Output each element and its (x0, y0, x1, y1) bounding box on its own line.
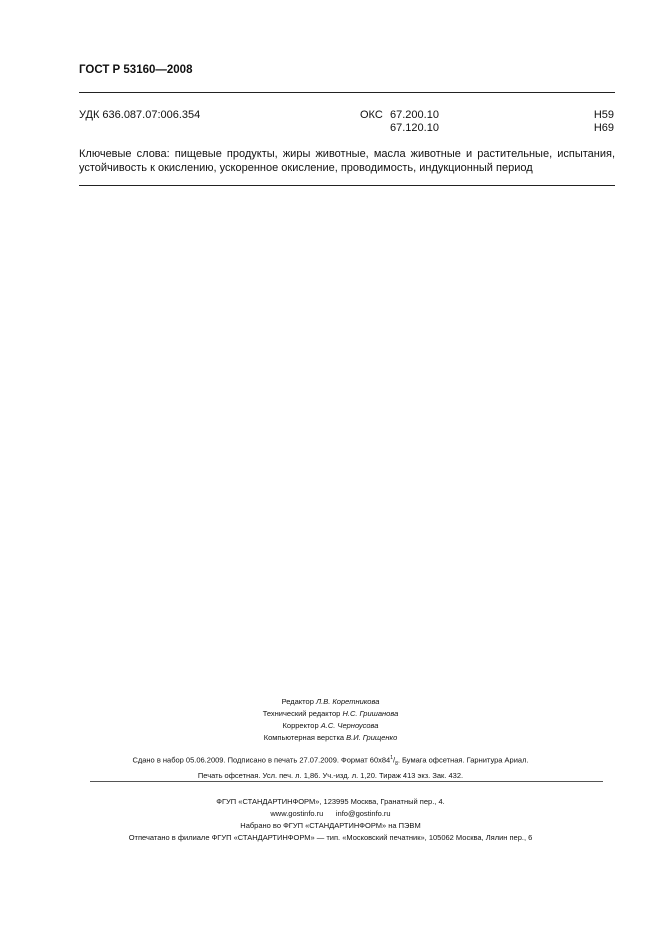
printed-note: Отпечатано в филиале ФГУП «СТАНДАРТИНФОРМ» — тип. «Московский печатник», 105062 Москва, Лялин пер., 6 (128, 833, 533, 842)
format-numerator: 1 (390, 755, 393, 761)
print-info-text: . Бумага офсетная. Гарнитура Ариал. (397, 755, 529, 765)
format-denominator: 8 (395, 761, 398, 767)
credit-role: Корректор (282, 721, 319, 730)
publisher-block (0, 796, 661, 844)
typeset-note: Набрано во ФГУП «СТАНДАРТИНФОРМ» на ПЭВМ (240, 821, 421, 830)
publisher-website: www.gostinfo.ru (270, 809, 324, 818)
print-info-line: Сдано в набор 05.06.2009. Подписано в печать 27.07.2009. Формат $60х84^1/_8$. Бумага офсетная. Гарнитура Ариал. (132, 755, 529, 767)
publisher-email: info@gostinfo.ru (335, 809, 391, 818)
publisher-address: ФГУП «СТАНДАРТИНФОРМ», 123995 Москва, Гранатный пер., 4. (216, 797, 445, 806)
okstu-code: Н59 (593, 109, 614, 121)
credit-line (0, 696, 661, 708)
credit-person: Н.С. Гришанова (342, 709, 399, 718)
print-info (0, 752, 661, 782)
credit-role: Компьютерная верстка (263, 733, 345, 742)
credit-person: Л.В. Коретникова (315, 697, 380, 706)
imprint-divider (90, 781, 603, 782)
okstu-codes (594, 109, 614, 135)
oks-code: 67.120.10 (390, 122, 439, 134)
keywords-divider (79, 185, 615, 186)
credit-line (0, 732, 661, 744)
credit-person: А.С. Черноусова (320, 721, 379, 730)
credit-line (0, 708, 661, 720)
print-info-text: Сдано в набор 05.06.2009. Подписано в печать 27.07.2009. Формат 60х84 (132, 755, 391, 765)
oks-codes (390, 109, 439, 135)
credit-line (0, 720, 661, 732)
header-divider (79, 92, 615, 93)
credit-role: Технический редактор (262, 709, 341, 718)
standard-code: ГОСТ Р 53160—2008 (79, 64, 193, 76)
keywords: Ключевые слова: пищевые продукты, жиры животные, масла животные и растительные, испытания, устойчивость к окислению, ускоренное окисление, проводимость, индукционный период (79, 148, 615, 174)
oks-code: 67.200.10 (390, 109, 439, 121)
credit-person: В.И. Грищенко (346, 733, 398, 742)
credit-role: Редактор (281, 697, 314, 706)
print-info-line: Печать офсетная. Усл. печ. л. 1,86. Уч.-изд. л. 1,20. Тираж 413 экз. Зак. 432. (197, 771, 464, 780)
credits-block (0, 696, 661, 744)
publisher-contacts (0, 808, 661, 820)
okstu-code: Н69 (593, 122, 614, 134)
udk-code: УДК 636.087.07:006.354 (79, 109, 201, 121)
oks-label: ОКС (360, 109, 383, 121)
